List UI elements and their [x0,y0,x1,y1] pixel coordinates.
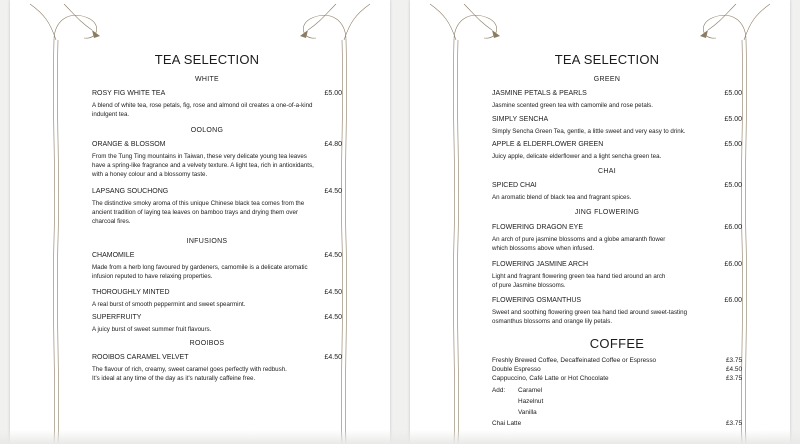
page-title: TEA SELECTION [554,52,660,67]
item-description: A real burst of smooth peppermint and sweet spearmint. [92,301,246,308]
item-description: Simply Sencha Green Tea, gentle, a little sweet and very easy to drink. [492,128,686,135]
menu-item-spiced-chai [492,182,742,202]
item-price: £5.00 [724,116,742,123]
item-description: The distinctive smoky aroma of this unique Chinese black tea comes from the ancient tradition of laying tea leaves on bamboo trays and drying them over charcoal fires. [92,200,305,225]
item-price: £6.00 [724,261,742,268]
coffee-price: £3.75 [726,375,742,382]
item-name: CHAMOMILE [92,252,135,259]
menu-item-lapsang-souchong [92,188,342,226]
menu-page-right [410,0,790,444]
coffee-line [492,366,742,375]
menu-item-simply-sencha [492,116,742,136]
item-name: APPLE & ELDERFLOWER GREEN [492,141,604,148]
page-title: TEA SELECTION [154,52,260,67]
item-description: Jasmine scented green tea with camomile and rose petals. [492,102,653,109]
coffee-name: Cappuccino, Café Latte or Hot Chocolate [492,375,609,382]
item-name: FLOWERING DRAGON EYE [492,224,584,231]
item-name: SPICED CHAI [492,182,537,189]
item-description: Light and fragrant flowering green tea hand tied around an arch of pure Jasmine blossoms. [492,273,666,289]
coffee-price: £3.75 [726,357,742,364]
item-price: £4.80 [324,141,342,148]
item-price: £5.00 [324,90,342,97]
item-price: £4.50 [324,314,342,321]
menu-item-flowering-jasmine-arch [492,261,742,290]
section-heading-rooibos: ROOIBOS [189,340,225,347]
section-heading-chai: CHAI [598,168,616,175]
menu-page-left [10,0,390,444]
coffee-line-chai-latte [492,420,742,429]
add-option-vanilla: Vanilla [518,409,537,416]
coffee-name: Freshly Brewed Coffee, Decaffeinated Coffee or Espresso [492,357,657,364]
item-name: LAPSANG SOUCHONG [92,188,169,195]
coffee-price: £3.75 [726,420,742,427]
coffee-name: Chai Latte [492,420,522,427]
menu-item-thoroughly-minted [92,289,342,309]
item-description: Sweet and soothing flowering green tea hand tied around sweet-tasting osmanthus blossoms and orange lily petals. [492,309,688,325]
item-description: A juicy burst of sweet summer fruit flavours. [92,326,212,333]
section-heading-green: GREEN [593,76,621,83]
item-price: £6.00 [724,297,742,304]
section-heading-oolong: OOLONG [190,127,224,134]
menu-item-rooibos-caramel-velvet [92,354,342,383]
item-description: From the Tung Ting mountains in Taiwan, these very delicate young tea leaves have a spring-like fragrance and a velvety texture. A light tea, rich in antioxidants, with a honey colour and a blossomy taste. [92,153,314,178]
item-name: SUPERFRUITY [92,314,142,321]
item-name: FLOWERING OSMANTHUS [492,297,582,304]
coffee-price: £4.50 [726,366,742,373]
menu-item-jasmine-petals-pearls [492,90,742,110]
item-name: SIMPLY SENCHA [492,116,549,123]
menu-item-flowering-dragon-eye [492,224,742,253]
item-name: FLOWERING JASMINE ARCH [492,261,589,268]
item-price: £5.00 [724,141,742,148]
item-name: THOROUGHLY MINTED [92,289,170,296]
item-price: £6.00 [724,224,742,231]
item-description: Made from a herb long favoured by gardeners, camomile is a delicate aromatic infusion reputed to have relaxing properties. [92,264,308,280]
menu-item-apple-elderflower-green [492,141,742,161]
item-name: ROSY FIG WHITE TEA [92,90,166,97]
item-description: Juicy apple, delicate elderflower and a light sencha green tea. [492,153,662,160]
coffee-name: Double Espresso [492,366,541,373]
item-description: An arch of pure jasmine blossoms and a globe amaranth flower which blossoms above when infused. [492,236,666,252]
item-description: An aromatic blend of black tea and fragrant spices. [492,194,632,201]
item-name: ROOIBOS CARAMEL VELVET [92,354,189,361]
menu-item-rosy-fig-white-tea [92,90,342,119]
section-heading-white: WHITE [194,76,220,83]
item-name: ORANGE & BLOSSOM [92,141,166,148]
item-price: £4.50 [324,289,342,296]
coffee-line [492,357,742,366]
menu-item-orange-blossom [92,141,342,179]
add-option-caramel: Caramel [518,387,543,394]
add-option-hazelnut: Hazelnut [518,398,544,405]
item-price: £4.50 [324,252,342,259]
menu-item-chamomile [92,252,342,281]
item-price: £4.50 [324,188,342,195]
bottom-shadow [0,430,800,444]
coffee-line [492,375,742,384]
coffee-heading: COFFEE [589,336,645,351]
item-price: £4.50 [324,354,342,361]
section-heading-jing-flowering: JING FLOWERING [574,209,640,216]
item-name: JASMINE PETALS & PEARLS [492,90,587,97]
item-description: A blend of white tea, rose petals, fig, rose and almond oil creates a one-of-a-kind indulgent tea. [92,102,313,118]
add-label: Add: [492,387,506,394]
item-description: The flavour of rich, creamy, sweet caramel goes perfectly with redbush. It's ideal at any time of the day as it's naturally caffeine free. [92,366,287,382]
item-price: £5.00 [724,90,742,97]
item-price: £5.00 [724,182,742,189]
section-heading-infusions: INFUSIONS [186,238,228,245]
menu-item-flowering-osmanthus [492,297,742,326]
menu-item-superfruity [92,314,342,334]
